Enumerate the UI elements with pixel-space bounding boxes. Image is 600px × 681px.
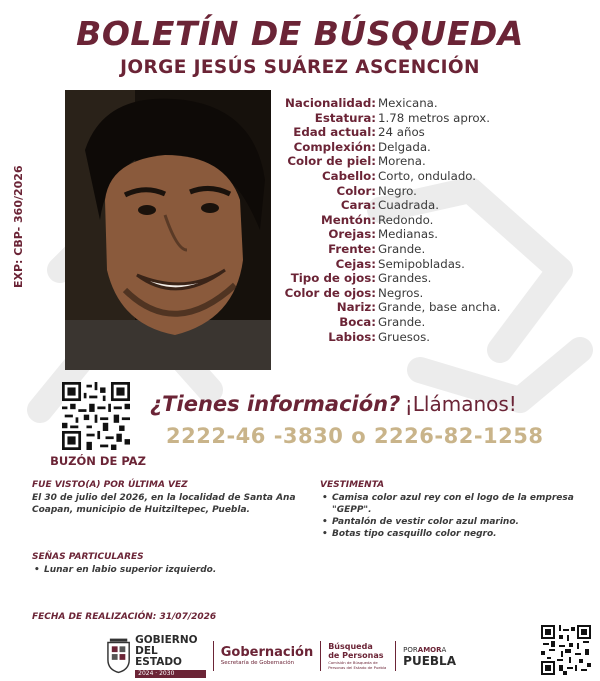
attr-color: Color: Negro. bbox=[336, 183, 417, 198]
attr-color-ojos: Color de ojos: Negros. bbox=[284, 285, 424, 300]
last-seen-text: El 30 de julio del 2026, en la localidad de Santa Ana Coapan, municipio de Huitziltepec, Puebla. bbox=[32, 493, 296, 515]
gobierno-estado-logo: GOBIERNO DEL ESTADO 2024 · 2030 bbox=[135, 635, 206, 678]
qr-code-buzon[interactable] bbox=[62, 382, 130, 450]
last-seen-section bbox=[32, 480, 302, 516]
state-shield-icon bbox=[106, 638, 131, 674]
missing-person-name: JORGE JESÚS SUÁREZ ASCENCIÓN bbox=[120, 57, 480, 78]
attr-cejas: Cejas: Semipobladas. bbox=[335, 256, 465, 271]
physical-description bbox=[276, 96, 586, 344]
person-photo bbox=[65, 90, 271, 370]
attr-nacionalidad: Nacionalidad: Mexicana. bbox=[285, 96, 438, 110]
clothing-item: • Pantalón de vestir color azul marino. bbox=[320, 516, 590, 528]
buzon-de-paz-label: BUZÓN DE PAZ bbox=[50, 454, 146, 468]
attr-labios: Labios: Gruesos. bbox=[328, 329, 430, 344]
attr-frente: Frente: Grande. bbox=[328, 241, 426, 256]
attr-orejas: Orejas: Medianas. bbox=[328, 227, 439, 242]
attr-cara: Cara: Cuadrada. bbox=[340, 198, 439, 213]
clothing-section bbox=[320, 480, 590, 540]
attr-menton: Mentón: Redondo. bbox=[321, 212, 434, 227]
attr-nariz: Nariz: Grande, base ancha. bbox=[336, 300, 501, 315]
phone-number-1[interactable]: 2222-46 -3830 bbox=[166, 424, 344, 448]
footer-divider bbox=[213, 641, 214, 671]
marks-item: • Lunar en labio superior izquierdo. bbox=[32, 564, 302, 576]
call-to-action bbox=[150, 392, 590, 416]
phone-numbers bbox=[166, 424, 586, 448]
clothing-item: • Camisa color azul rey con el logo de la empresa "GEPP". bbox=[320, 492, 590, 516]
marks-title: SEÑAS PARTICULARES bbox=[32, 552, 144, 562]
qr-code-footer[interactable] bbox=[541, 625, 591, 675]
attr-edad: Edad actual: 24 años bbox=[293, 125, 425, 140]
bulletin-title: BOLETÍN DE BÚSQUEDA bbox=[76, 14, 524, 53]
phone-separator: o bbox=[351, 424, 367, 448]
clothing-title: VESTIMENTA bbox=[320, 480, 385, 490]
footer-divider bbox=[320, 641, 321, 671]
attr-boca: Boca: Grande. bbox=[339, 314, 426, 329]
attr-complexion: Complexión: Delgada. bbox=[293, 139, 431, 154]
gobernacion-logo: Gobernación Secretaría de Gobernación bbox=[220, 644, 314, 666]
clothing-item: • Botas tipo casquillo color negro. bbox=[320, 528, 590, 540]
last-seen-title: FUE VISTO(A) POR ÚLTIMA VEZ bbox=[32, 480, 188, 490]
creation-date: FECHA DE REALIZACIÓN: 31/07/2026 bbox=[32, 612, 217, 622]
phone-number-2[interactable]: 2226-82-1258 bbox=[373, 424, 544, 448]
attr-tipo-ojos: Tipo de ojos: Grandes. bbox=[290, 271, 432, 286]
por-amor-a-puebla-logo: PORAMORA PUEBLA bbox=[403, 646, 456, 668]
case-number: EXP: CBP- 360/2026 bbox=[12, 165, 25, 288]
busqueda-personas-logo: Búsqueda de Personas Comisión de Búsqueda de Personas del Estado de Puebla bbox=[328, 642, 387, 670]
footer-divider bbox=[395, 641, 396, 671]
cta-question: ¿Tienes información? bbox=[150, 392, 401, 416]
attr-estatura: Estatura: 1.78 metros aprox. bbox=[314, 110, 490, 125]
footer-logos bbox=[106, 633, 456, 677]
cta-call: ¡Llámanos! bbox=[404, 392, 517, 416]
attr-color-piel: Color de piel: Morena. bbox=[287, 154, 426, 169]
attr-cabello: Cabello: Corto, ondulado. bbox=[322, 168, 477, 183]
marks-section bbox=[32, 552, 302, 576]
